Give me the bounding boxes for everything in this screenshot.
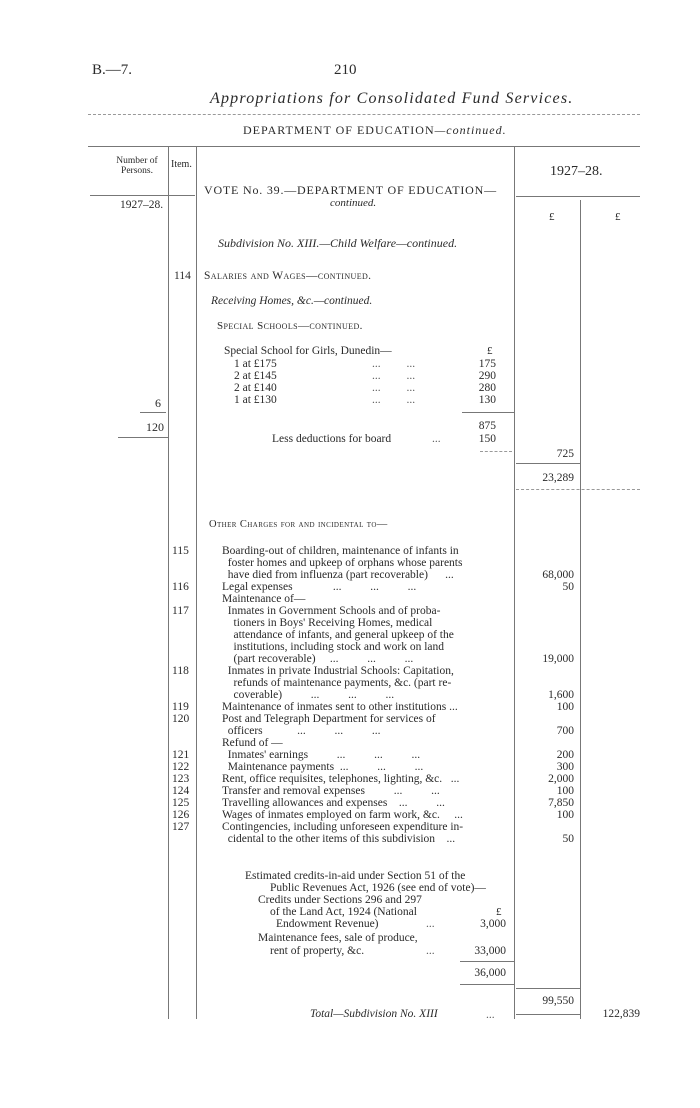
charge-amount: 50 (562, 833, 574, 845)
charge-item-number: 122 (172, 761, 190, 773)
charge-amount: 50 (562, 581, 574, 593)
charge-amount: 200 (556, 749, 574, 761)
charge-description: have died from influenza (part recoverable) ... (222, 569, 454, 581)
charge-description: Boarding-out of children, maintenance of infants in (222, 545, 459, 557)
charge-description: officers ... ... ... (222, 725, 381, 737)
salaries-total: 23,289 (542, 472, 574, 484)
department-continued: —continued. (434, 123, 507, 137)
credits-line-1: Estimated credits-in-aid under Section 51 of the (245, 870, 466, 882)
pound-sign-credits: £ (496, 906, 502, 918)
charge-item-number: 126 (172, 809, 190, 821)
salary-row-label: 1 at £175 (234, 358, 277, 370)
credits-line-2: Public Revenues Act, 1926 (see end of vote)— (270, 882, 486, 894)
column-rule-amount2 (580, 200, 581, 1019)
less-deductions-amount: 150 (478, 433, 496, 445)
charge-amount: 2,000 (548, 773, 574, 785)
charge-description: Inmates in private Industrial Schools: Capitation, (222, 665, 454, 677)
charge-description: foster homes and upkeep of orphans whose parents (222, 557, 463, 569)
salaries-subtotal: 875 (478, 420, 496, 432)
credits-amount-1: 3,000 (480, 918, 506, 930)
salaries-net: 725 (556, 448, 574, 460)
credits-line-3: Credits under Sections 296 and 297 (258, 894, 422, 906)
salaries-net-rule (516, 463, 580, 464)
amount-header-rule (516, 196, 640, 197)
leader-dots: ... ... (372, 370, 416, 382)
salary-row-amount: 290 (478, 370, 496, 382)
charge-description: Wages of inmates employed on farm work, &c. ... (222, 809, 463, 821)
table-top-rule (88, 146, 640, 147)
charge-item-number: 119 (172, 701, 189, 713)
number-header-rule (90, 195, 195, 196)
pound-column-1: £ (549, 211, 555, 223)
charge-description: Travelling allowances and expenses ... ... (222, 797, 445, 809)
subtotal-rule (462, 412, 514, 413)
leader-dots: ... (426, 945, 435, 957)
leader-dots: ... ... (372, 394, 416, 406)
charge-description: tioners in Boys' Receiving Homes, medical (222, 617, 433, 629)
salary-row-amount: 130 (478, 394, 496, 406)
salary-row-amount: 175 (478, 358, 496, 370)
salary-row-label: 1 at £130 (234, 394, 277, 406)
charge-description: Contingencies, including unforeseen expenditure in- (222, 821, 464, 833)
pound-sign-salaries: £ (487, 345, 493, 357)
leader-dots: ... (486, 1009, 495, 1021)
grand-total: 122,839 (602, 1008, 640, 1020)
charge-item-number: 118 (172, 665, 189, 677)
leader-dots: ... (432, 433, 441, 445)
charge-description: (part recoverable) ... ... ... (222, 653, 414, 665)
charge-amount: 100 (556, 701, 574, 713)
year-right-header: 1927–28. (550, 164, 603, 179)
pound-column-2: £ (615, 211, 621, 223)
credits-amount-2: 33,000 (474, 945, 506, 957)
department-name: DEPARTMENT OF EDUCATION (243, 123, 435, 137)
charge-description: Maintenance of— (222, 593, 306, 605)
number-of-persons-header: Number of Persons. (116, 156, 158, 176)
charge-amount: 19,000 (542, 653, 574, 665)
special-schools-heading: Special Schools—continued. (217, 320, 363, 332)
vote-heading: VOTE No. 39.—DEPARTMENT OF EDUCATION— (204, 183, 497, 197)
charge-description: Refund of — (222, 737, 283, 749)
charge-item-number: 123 (172, 773, 190, 785)
other-charges-total: 99,550 (542, 995, 574, 1007)
department-title (243, 123, 507, 138)
column-rule-item (196, 146, 197, 1019)
deduction-rule (480, 451, 512, 452)
salary-row-label: 2 at £140 (234, 382, 277, 394)
salaries-total-rule (516, 489, 640, 490)
receiving-homes-heading: Receiving Homes, &c.—continued. (211, 295, 373, 307)
charge-item-number: 124 (172, 785, 190, 797)
charge-description: Inmates' earnings ... ... ... (222, 749, 421, 761)
charge-description: attendance of infants, and general upkeep of the (222, 629, 454, 641)
salary-row-label: 2 at £145 (234, 370, 277, 382)
charge-description: coverable) ... ... ... (222, 689, 395, 701)
charge-description: Inmates in Government Schools and of proba- (222, 605, 441, 617)
column-rule-amount1 (514, 146, 515, 1019)
charge-item-number: 117 (172, 605, 189, 617)
charge-item-number: 125 (172, 797, 190, 809)
charge-description: Maintenance of inmates sent to other institutions ... (222, 701, 458, 713)
credits-total-rule (460, 984, 514, 985)
charge-amount: 68,000 (542, 569, 574, 581)
other-charges-heading: Other Charges for and incidental to— (209, 519, 388, 530)
persons-total-rule (118, 437, 168, 438)
charge-description: cidental to the other items of this subdivision ... (222, 833, 456, 845)
credits-rule (460, 961, 514, 962)
persons-rule (140, 412, 166, 413)
credits-line-7: rent of property, &c. (270, 945, 365, 957)
persons-count-6: 6 (155, 396, 161, 410)
charge-item-number: 115 (172, 545, 189, 557)
column-rule-number (168, 146, 169, 1019)
header-rule (88, 114, 640, 115)
salaries-heading: Salaries and Wages—continued. (204, 270, 372, 282)
page-title: Appropriations for Consolidated Fund Services. (210, 90, 574, 107)
subdivision-total-label: Total—Subdivision No. XIII (310, 1008, 438, 1020)
charge-description: Transfer and removal expenses ... ... (222, 785, 440, 797)
less-deductions-label: Less deductions for board (272, 433, 392, 445)
salary-row-amount: 280 (478, 382, 496, 394)
page-number: 210 (334, 62, 357, 78)
charge-description: Rent, office requisites, telephones, lighting, &c. ... (222, 773, 460, 785)
credits-line-6: Maintenance fees, sale of produce, (258, 932, 418, 944)
credits-line-4: of the Land Act, 1924 (National (270, 906, 417, 918)
charge-item-number: 127 (172, 821, 190, 833)
charge-description: refunds of maintenance payments, &c. (part re- (222, 677, 452, 689)
charge-description: Legal expenses ... ... ... (222, 581, 417, 593)
leader-dots: ... (426, 918, 435, 930)
item-number-114: 114 (174, 270, 191, 282)
document-reference: B.—7. (92, 62, 133, 78)
charge-amount: 700 (556, 725, 574, 737)
charge-amount: 100 (556, 809, 574, 821)
charge-item-number: 116 (172, 581, 189, 593)
credits-line-5: Endowment Revenue) (276, 918, 379, 930)
vote-heading-continued: continued. (330, 197, 377, 209)
charge-description: Maintenance payments ... ... ... (222, 761, 424, 773)
year-left-header: 1927–28. (120, 199, 164, 211)
charge-description: institutions, including stock and work on land (222, 641, 444, 653)
school-name: Special School for Girls, Dunedin— (224, 345, 392, 357)
leader-dots: ... ... (372, 382, 416, 394)
persons-count-120: 120 (146, 420, 164, 434)
subdivision-heading: Subdivision No. XIII.—Child Welfare—continued. (218, 236, 458, 250)
total-rule (516, 1014, 580, 1015)
charge-amount: 300 (556, 761, 574, 773)
charge-item-number: 120 (172, 713, 190, 725)
charge-amount: 1,600 (548, 689, 574, 701)
credits-total: 36,000 (474, 967, 506, 979)
leader-dots: ... ... (372, 358, 416, 370)
item-header: Item. (171, 159, 192, 170)
charge-item-number: 121 (172, 749, 190, 761)
other-total-rule (516, 988, 580, 989)
charge-amount: 7,850 (548, 797, 574, 809)
charge-description: Post and Telegraph Department for services of (222, 713, 436, 725)
charge-amount: 100 (556, 785, 574, 797)
